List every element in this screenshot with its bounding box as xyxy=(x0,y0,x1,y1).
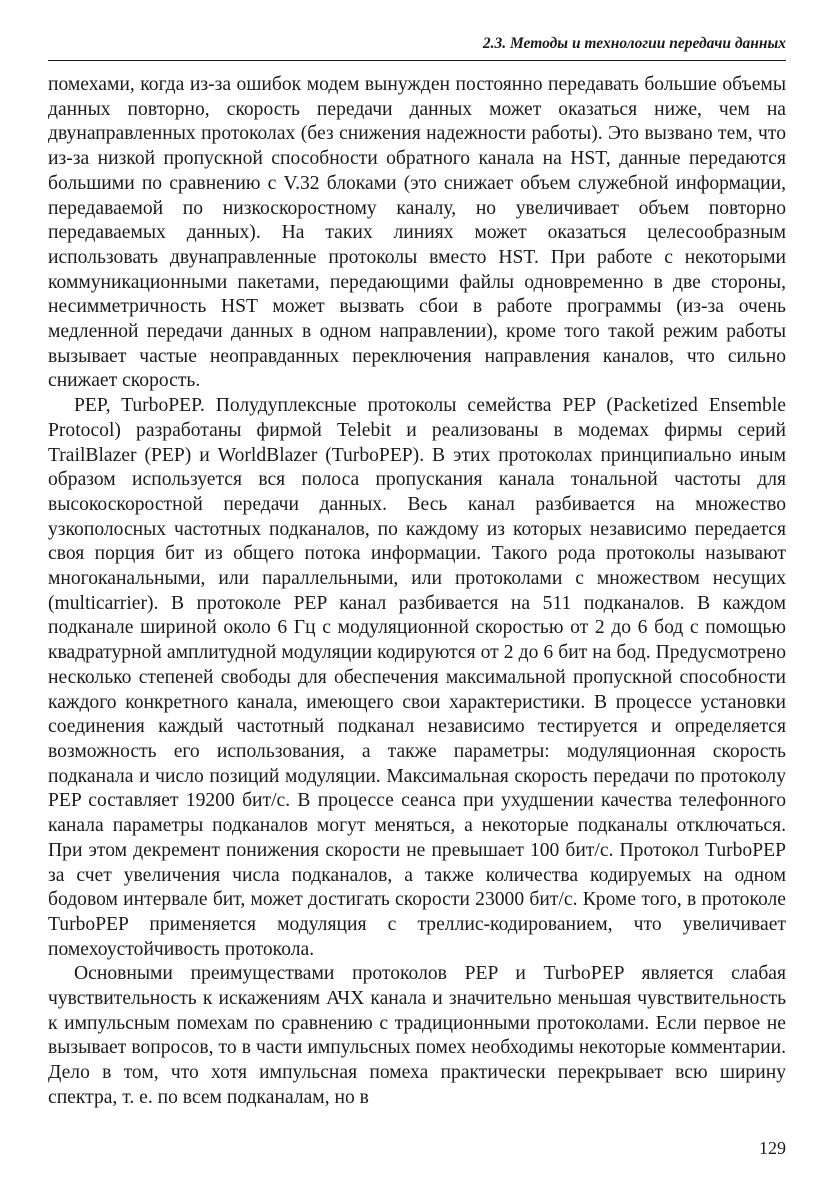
paragraph-continuation: помехами, когда из-за ошибок модем вынужден постоянно передавать большие объемы данных повторно, скорость передачи данных может оказаться ниже, чем на двунаправленных протоколах (без снижения надежности работы). Это вызвано тем, что из-за низкой пропускной способности обратного канала на HST, данные передаются большими по сравнению с V.32 блоками (это снижает объем служебной информации, передаваемой по низкоскоростному каналу, но увеличивает объем повторно передаваемых данных). На таких линиях может оказаться целесообразным использовать двунаправленные протоколы вместо HST. При работе с некоторыми коммуникационными пакетами, передающими файлы одновременно в две стороны, несимметричность HST может вызвать сбои в работе программы (из-за очень медленной передачи данных в одном направлении), кроме того такой режим работы вызывает частые неоправданных переключения направления каналов, что сильно снижает скорость. xyxy=(48,74,786,392)
paragraph-advantages: Основными преимуществами протоколов PEP и TurboPEP является слабая чувствительность к искажениям АЧХ канала и значительно меньшая чувствительность к импульсным помехам по сравнению с традиционными протоколами. Если первое не вызывает вопросов, то в части импульсных помех необходимы некоторые комментарии. Дело в том, что хотя импульсная помеха практически перекрывает всю ширину спектра, т. е. по всем подканалам, но в xyxy=(48,963,786,1108)
page-number: 129 xyxy=(759,1138,786,1158)
running-header: 2.3. Методы и технологии передачи данных xyxy=(482,35,786,52)
header-rule xyxy=(48,60,786,61)
page-body xyxy=(48,73,786,1111)
paragraph-pep-turbopep: PEP, TurboPEP. Полудуплексные протоколы семейства PEP (Packetized Ensemble Protocol) разработаны фирмой Telebit и реализованы в модемах фирмы серий TrailBlazer (PEP) и WorldBlazer (TurboPEP). В этих протоколах принципиально иным образом используется вся полоса пропускания канала тональной частоты для высокоскоростной передачи данных. Весь канал разбивается на множество узкополосных частотных подканалов, по каждому из которых независимо передается своя порция бит из общего потока информации. Такого рода протоколы называют многоканальными, или параллельными, или протоколами с множеством несущих (multicarrier). В протоколе PEP канал разбивается на 511 подканалов. В каждом подканале шириной около 6 Гц с модуляционной скоростью от 2 до 6 бод с помощью квадратурной амплитудной модуляции кодируются от 2 до 6 бит на бод. Предусмотрено несколько степеней свободы для обеспечения максимальной пропускной способности каждого конкретного канала, имеющего свои характеристики. В процессе установки соединения каждый частотный подканал независимо тестируется и определяется возможность его использования, а также параметры: модуляционная скорость подканала и число позиций модуляции. Максимальная скорость передачи по протоколу PEP составляет 19200 бит/с. В процессе сеанса при ухудшении качества телефонного канала параметры подканалов могут меняться, а некоторые подканалы отключаться. При этом декремент понижения скорости не превышает 100 бит/с. Протокол TurboPEP за счет увеличения числа подканалов, а также количества кодируемых на одном бодовом интервале бит, может достигать скорости 23000 бит/с. Кроме того, в протоколе TurboPEP применяется модуляция с треллис-кодированием, что увеличивает помехоустойчивость протокола. xyxy=(48,395,786,960)
